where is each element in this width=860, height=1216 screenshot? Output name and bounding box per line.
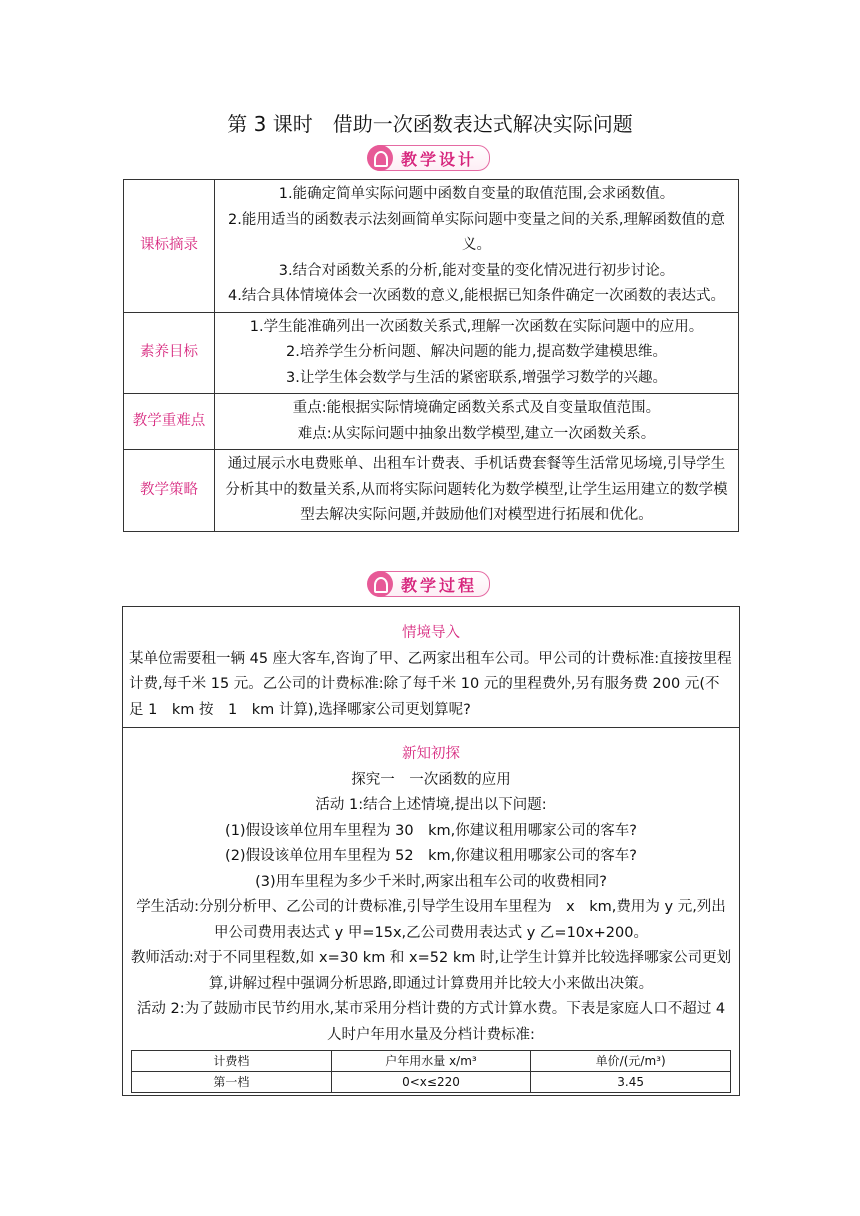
teaching-icon bbox=[367, 571, 393, 597]
row-content bbox=[215, 312, 739, 394]
line: 3.结合对函数关系的分析,能对变量的变化情况进行初步讨论。 bbox=[278, 262, 675, 279]
table-cell: 0<x≤220 bbox=[331, 1072, 531, 1093]
teaching-icon bbox=[367, 145, 393, 171]
row-label: 教学重难点 bbox=[124, 394, 215, 450]
intro-section bbox=[123, 607, 739, 728]
table-row bbox=[124, 312, 739, 394]
page-title: 第 3 课时 借助一次函数表达式解决实际问题 bbox=[227, 112, 633, 136]
column-header: 户年用水量 x/m³ bbox=[331, 1051, 531, 1072]
section-heading: 新知初探 bbox=[402, 746, 460, 762]
line: 3.让学生体会数学与生活的紧密联系,增强学习数学的兴趣。 bbox=[286, 369, 667, 386]
line: 1.能确定简单实际问题中函数自变量的取值范围,会求函数值。 bbox=[278, 186, 675, 202]
table-header-row bbox=[132, 1051, 731, 1072]
row-label: 素养目标 bbox=[124, 312, 215, 394]
line: 通过展示水电费账单、出租车计费表、手机话费套餐等生活常见场境,引导学生分析其中的数量关系,从而将实际问题转化为数学模型,让学生运用建立的数学模型去解决实际问题,并鼓励他们对模型进行拓展和优化。 bbox=[225, 456, 728, 523]
section-badge-design bbox=[368, 145, 490, 171]
row-content bbox=[215, 180, 739, 313]
sub-heading: 探究一 一次函数的应用 bbox=[351, 771, 511, 788]
line: 2.培养学生分析问题、解决问题的能力,提高数学建模思维。 bbox=[286, 344, 667, 360]
question-3: (3)用车里程为多少千米时,两家出租车公司的收费相同? bbox=[255, 873, 607, 890]
table-row bbox=[124, 394, 739, 450]
badge-label: 教学过程 bbox=[401, 575, 478, 595]
table-row bbox=[124, 180, 739, 313]
fee-table bbox=[131, 1050, 731, 1093]
line: 重点:能根据实际情境确定函数关系式及自变量取值范围。 bbox=[292, 400, 661, 416]
process-box bbox=[122, 606, 740, 1096]
activity-2: 活动 2:为了鼓励市民节约用水,某市采用分档计费的方式计算水费。下表是家庭人口不超过 4 人时户年用水量及分档计费标准: bbox=[136, 1001, 726, 1043]
table-cell: 3.45 bbox=[531, 1072, 731, 1093]
line: 4.结合具体情境体会一次函数的意义,能根据已知条件确定一次函数的表达式。 bbox=[228, 288, 725, 304]
table-row bbox=[124, 450, 739, 532]
badge-label: 教学设计 bbox=[401, 149, 478, 169]
row-content bbox=[215, 394, 739, 450]
design-table bbox=[123, 179, 739, 532]
section-heading: 情境导入 bbox=[402, 625, 460, 641]
row-label: 课标摘录 bbox=[124, 180, 215, 313]
section-badge-process bbox=[368, 571, 490, 597]
explore-section bbox=[123, 728, 739, 1095]
teacher-activity: 教师活动:对于不同里程数,如 x=30 km 和 x=52 km 时,让学生计算并比较选择哪家公司更划算,讲解过程中强调分析思路,即通过计算费用并比较大小来做出决策。 bbox=[130, 950, 732, 992]
question-2: (2)假设该单位用车里程为 52 km,你建议租用哪家公司的客车? bbox=[225, 848, 637, 864]
line: 1.学生能准确列出一次函数关系式,理解一次函数在实际问题中的应用。 bbox=[249, 318, 704, 335]
line: 难点:从实际问题中抽象出数学模型,建立一次函数关系。 bbox=[297, 425, 656, 442]
row-label: 教学策略 bbox=[124, 450, 215, 532]
student-activity: 学生活动:分别分析甲、乙公司的计费标准,引导学生设用车里程为 x km,费用为 y 元,列出甲公司费用表达式 y 甲=15x,乙公司费用表达式 y 乙=10x+200。 bbox=[136, 899, 726, 941]
line: 2.能用适当的函数表示法刻画简单实际问题中变量之间的关系,理解函数值的意义。 bbox=[228, 211, 725, 253]
table-row bbox=[132, 1072, 731, 1093]
table-cell: 第一档 bbox=[132, 1072, 332, 1093]
activity-1: 活动 1:结合上述情境,提出以下问题: bbox=[315, 797, 547, 813]
question-1: (1)假设该单位用车里程为 30 km,你建议租用哪家公司的客车? bbox=[225, 822, 637, 839]
row-content bbox=[215, 450, 739, 532]
intro-text: 某单位需要租一辆 45 座大客车,咨询了甲、乙两家出租车公司。甲公司的计费标准:直接按里程计费,每千米 15 元。乙公司的计费标准:除了每千米 10 元的里程费外,另有服务费 200 元(不足 1 km 按 1 km 计算),选择哪家公司更划算呢? bbox=[129, 650, 732, 718]
column-header: 单价/(元/m³) bbox=[531, 1051, 731, 1072]
column-header: 计费档 bbox=[132, 1051, 332, 1072]
